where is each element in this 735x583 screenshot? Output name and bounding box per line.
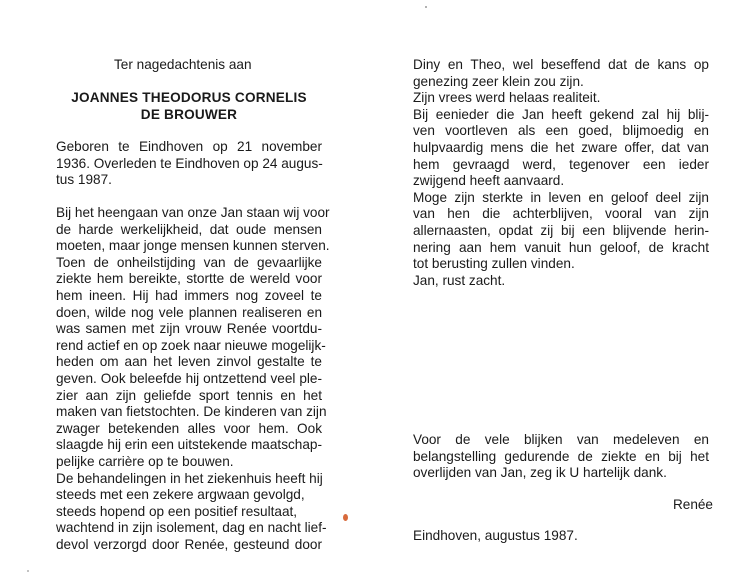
ink-speck bbox=[425, 6, 427, 8]
text-line: Diny en Theo, wel beseffend dat de kans op bbox=[413, 57, 709, 72]
text-line: De behandelingen in het ziekenhuis heeft hij bbox=[56, 470, 323, 486]
deceased-name-line-2: DE BROUWER bbox=[140, 107, 238, 122]
text-line: rend actief en op zoek naar nieuwe mogelijk- bbox=[56, 337, 326, 353]
text-line: genezing zeer klein zou zijn. bbox=[413, 73, 584, 89]
text-line: Zijn vrees werd helaas realiteit. bbox=[413, 90, 601, 106]
text-line: hem ineen. Hij had immers nog zoveel te bbox=[56, 287, 322, 303]
text-line: ziekte hem bereikte, stortte de wereld voor bbox=[56, 271, 322, 287]
text-line: zwager betekenden alles voor hem. Ook bbox=[56, 420, 322, 436]
text-line: pelijke carrière op te bouwen. bbox=[56, 453, 234, 469]
signature: Renée bbox=[672, 497, 713, 512]
text-line: ven voortleven als een goed, blijmoedig en bbox=[413, 123, 709, 139]
text-line: Voor de vele blijken van medeleven en bbox=[413, 432, 709, 447]
text-line: devol verzorgd door Renée, gesteund door bbox=[56, 536, 322, 552]
text-line: geven. Ook beleefde hij ontzettend veel ple- bbox=[56, 370, 322, 386]
text-line: steeds hopend op een positief resultaat, bbox=[56, 503, 298, 519]
tribute-paragraph bbox=[56, 205, 330, 553]
text-line: zwijgend heeft aanvaard. bbox=[413, 173, 565, 189]
text-line: Moge zijn sterkte in leven en geloof deel zijn bbox=[413, 189, 709, 205]
text-line: moeten, maar jonge mensen kunnen sterven. bbox=[56, 238, 330, 254]
ink-speck bbox=[27, 570, 29, 572]
text-line: Jan, rust zacht. bbox=[413, 272, 506, 288]
text-line: wachtend in zijn isolement, dag en nacht lief- bbox=[56, 520, 327, 536]
text-line: nering aan hem vanuit hun geloof, de kracht bbox=[413, 239, 709, 255]
thanks-paragraph bbox=[413, 432, 709, 482]
text-line: overlijden van Jan, zeg ik U hartelijk dank. bbox=[413, 465, 667, 481]
text-line: heden om aan het leven zinvol gestalte te bbox=[56, 354, 322, 370]
tribute-continuation bbox=[413, 57, 709, 289]
text-line: Geboren te Eindhoven op 21 november bbox=[56, 139, 322, 154]
text-line: hulpvaardig mens die het zware offer, dat van bbox=[413, 139, 709, 155]
deceased-name-line-1: JOANNES THEODORUS CORNELIS bbox=[71, 90, 307, 105]
text-line: Bij eenieder die Jan heeft gekend zal hij blij- bbox=[413, 106, 709, 122]
birth-death-paragraph bbox=[56, 139, 322, 189]
text-line: was samen met zijn vrouw Renée voortdu- bbox=[56, 321, 322, 337]
text-line: zier aan zijn geliefde sport tennis en het bbox=[56, 387, 322, 403]
text-line: belangstelling gedurende de ziekte en bij het bbox=[413, 448, 709, 464]
text-line: tus 1987. bbox=[56, 172, 112, 188]
text-line: de harde werkelijkheid, dat oude mensen bbox=[56, 221, 322, 237]
place-date: Eindhoven, augustus 1987. bbox=[413, 528, 578, 543]
text-line: steeds met een zekere argwaan gevolgd, bbox=[56, 487, 305, 503]
text-line: doen, wilde nog vele plannen realiseren en bbox=[56, 304, 322, 320]
text-line: 1936. Overleden te Eindhoven op 24 augus- bbox=[56, 155, 323, 171]
text-line: maken van fietstochten. De kinderen van zijn bbox=[56, 404, 327, 420]
text-line: Toen de onheilstijding van de gevaarlijke bbox=[56, 254, 322, 270]
ink-speck bbox=[343, 514, 348, 521]
text-line: slaagde hij erin een uitstekende maatschap- bbox=[56, 437, 323, 453]
text-line: tot berusting zullen vinden. bbox=[413, 256, 575, 272]
text-line: Bij het heengaan van onze Jan staan wij voor bbox=[56, 205, 330, 220]
text-line: allernaasten, opdat zij bij een blijvende herin- bbox=[413, 222, 709, 238]
heading: Ter nagedachtenis aan bbox=[114, 57, 252, 72]
text-line: van hen die achterblijven, vooral van zijn bbox=[413, 206, 709, 222]
text-line: hem gevraagd werd, tegenover een ieder bbox=[413, 156, 709, 172]
